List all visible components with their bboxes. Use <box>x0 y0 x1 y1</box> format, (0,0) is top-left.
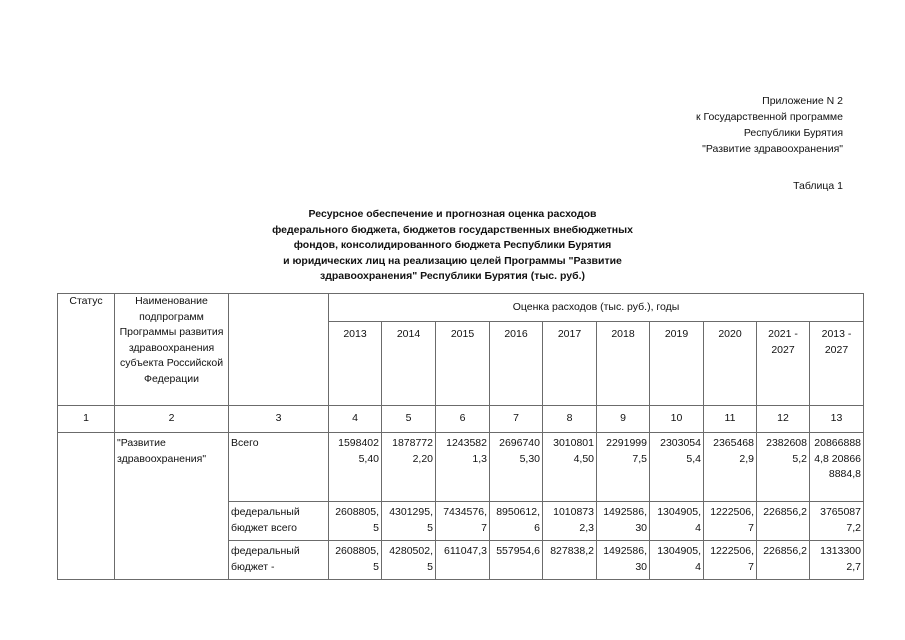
value-cell: 22919997,5 <box>597 433 650 502</box>
col-number: 1 <box>58 406 115 433</box>
document-title <box>255 207 650 285</box>
title-line: и юридических лиц на реализацию целей Программы "Развитие <box>283 254 622 267</box>
value-cell: 26967405,30 <box>490 433 543 502</box>
value-cell: 557954,6 <box>490 541 543 580</box>
header-year: 2015 <box>436 322 490 406</box>
value-cell: 12435821,3 <box>436 433 490 502</box>
title-line: фондов, консолидированного бюджета Республики Бурятия <box>293 239 612 251</box>
status-cell <box>58 433 115 580</box>
appendix-line: Республики Бурятия <box>743 127 843 139</box>
value-cell: 15984025,40 <box>329 433 382 502</box>
value-cell: 23030545,4 <box>650 433 704 502</box>
appendix-line: к Государственной программе <box>695 111 843 123</box>
header-source <box>229 294 329 406</box>
value-cell: 4301295,5 <box>382 502 436 541</box>
col-number: 4 <box>329 406 382 433</box>
value-cell: 18787722,20 <box>382 433 436 502</box>
header-year: 2013 <box>329 322 382 406</box>
source-cell: Всего <box>229 433 329 502</box>
col-number: 7 <box>490 406 543 433</box>
program-name: "Развитие здравоохранения" <box>115 433 229 580</box>
title-line: федерального бюджета, бюджетов государственных внебюджетных <box>272 223 633 236</box>
header-year: 2014 <box>382 322 436 406</box>
header-year: 2013 - 2027 <box>810 322 864 406</box>
col-number: 13 <box>810 406 864 433</box>
appendix-line: "Развитие здравоохранения" <box>702 143 843 155</box>
header-status: Статус <box>58 294 115 406</box>
header-year: 2016 <box>490 322 543 406</box>
value-cell: 226856,2 <box>757 541 810 580</box>
value-cell: 611047,3 <box>436 541 490 580</box>
appendix-line: Приложение N 2 <box>762 95 843 107</box>
value-cell: 4280502,5 <box>382 541 436 580</box>
col-number: 11 <box>704 406 757 433</box>
budget-table <box>57 293 864 580</box>
header-year: 2017 <box>543 322 597 406</box>
col-number: 10 <box>650 406 704 433</box>
title-line: Ресурсное обеспечение и прогнозная оценка расходов <box>308 208 597 220</box>
col-number: 5 <box>382 406 436 433</box>
title-line: здравоохранения" Республики Бурятия (тыс. руб.) <box>319 270 585 282</box>
value-cell: 7434576,7 <box>436 502 490 541</box>
value-cell: 1304905,4 <box>650 541 704 580</box>
value-cell: 2608805,5 <box>329 502 382 541</box>
value-cell: 1304905,4 <box>650 502 704 541</box>
value-cell: 1492586,30 <box>597 502 650 541</box>
value-cell: 226856,2 <box>757 502 810 541</box>
value-cell: 1222506,7 <box>704 502 757 541</box>
value-cell: 8950612,6 <box>490 502 543 541</box>
value-cell: 827838,2 <box>543 541 597 580</box>
header-year: 2021 - 2027 <box>757 322 810 406</box>
appendix-block <box>696 93 843 157</box>
value-cell: 1492586,30 <box>597 541 650 580</box>
col-number: 9 <box>597 406 650 433</box>
header-estimate: Оценка расходов (тыс. руб.), годы <box>329 294 864 322</box>
source-cell: федеральный бюджет - <box>229 541 329 580</box>
header-year: 2020 <box>704 322 757 406</box>
value-cell: 2608805,5 <box>329 541 382 580</box>
source-cell: федеральный бюджет всего <box>229 502 329 541</box>
value-cell: 30108014,50 <box>543 433 597 502</box>
col-number: 8 <box>543 406 597 433</box>
col-number: 3 <box>229 406 329 433</box>
value-cell: 13133002,7 <box>810 541 864 580</box>
col-number: 12 <box>757 406 810 433</box>
value-cell: 23654682,9 <box>704 433 757 502</box>
header-year: 2018 <box>597 322 650 406</box>
value-cell: 1222506,7 <box>704 541 757 580</box>
value-cell: 37650877,2 <box>810 502 864 541</box>
value-cell: 208668884,8 208668884,8 <box>810 433 864 502</box>
col-number: 6 <box>436 406 490 433</box>
value-cell: 23826085,2 <box>757 433 810 502</box>
header-year: 2019 <box>650 322 704 406</box>
value-cell: 10108732,3 <box>543 502 597 541</box>
header-name: Наименование подпрограмм Программы развития здравоохранения субъекта Российской Федерации <box>115 294 229 406</box>
col-number: 2 <box>115 406 229 433</box>
table-label: Таблица 1 <box>793 180 843 192</box>
